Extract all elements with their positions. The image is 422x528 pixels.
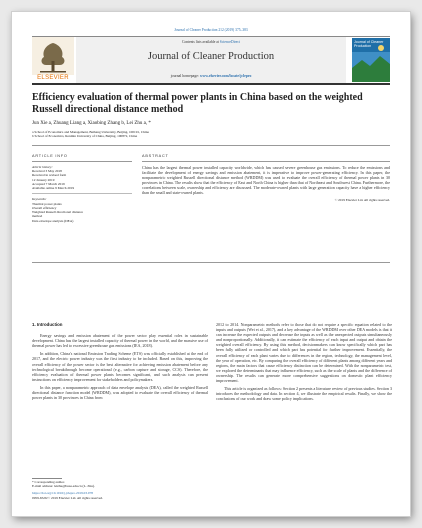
abstract-text: China has the largest thermal power installed capacity worldwide, which has caused severe greenhouse gas emissions. To reduce the emissions and facilitate the development of energy savings and emission abatement, it is imperative to improve power-generating efficiency. In this paper, the nonparametric weighted Russell directional distance method (WRDDM) was used to evaluate the overall efficiency of thermal power plants in 30 provinces in China. The results show that the efficiency of East and North China is higher than that of Northeast and Southwest China. Furthermore, the correlations between scale, ownership and efficiency are discussed. The moderate-owned plants with large generation capacity have a higher efficiency than the small and state-owned plants. <box>142 165 390 196</box>
affiliations <box>32 130 350 138</box>
body-column-right <box>216 322 392 404</box>
section-heading: 1. Introduction <box>32 322 63 327</box>
keywords-label: Keywords: <box>32 197 47 202</box>
article-info <box>32 154 132 223</box>
article-info-rule <box>32 161 132 162</box>
history-item: Available online 9 March 2019 <box>32 186 75 191</box>
article-history <box>32 165 132 190</box>
paper-page <box>12 12 410 516</box>
journal-title: Journal of Cleaner Production <box>147 51 275 62</box>
affiliation-a: a School of Economics and Management, Beihang University, Beijing, 100191, China <box>32 130 149 134</box>
body-column-left <box>32 322 208 403</box>
homepage-link[interactable]: www.elsevier.com/locate/jclepro <box>199 74 252 78</box>
cover-title: Journal of Cleaner Production <box>354 40 384 48</box>
contents-prefix: Contents lists available at <box>182 40 219 44</box>
body-paragraph: This article is organized as follows: Section 2 presents a literature review of previous studies. Section 3 introduces the methodology and data. In section 4, we illustrate the empirical results. Finally, we show the conclusions of our work and draw some policy implications. <box>216 386 392 402</box>
body-paragraph: In this paper, a nonparametric approach of data envelope analysis (DEA), called the weighted Russell directional distance function model (WRDDM), was adopted to evaluate the overall efficiency of thermal power plants in 30 provinces in China from <box>32 384 208 401</box>
divider-bottom <box>32 262 390 263</box>
footnote-rule <box>32 478 62 479</box>
history-item: Received in revised form <box>32 173 67 178</box>
homepage-prefix: journal homepage: <box>170 74 199 78</box>
body-paragraph: Energy savings and emission abatement of the power sector play essential roles in sustainable development. China has the largest installed capacity of thermal power in the world, and the massive use of thermal power has led to excessive greenhouse gas emissions (IEA, 2018). <box>32 333 208 349</box>
body-paragraph: In addition, China's national Emission Trading Scheme (ETS) was officially established at the end of 2017, and the electric power industry was the first industry to be included. Based on this, improving the overall efficiency of the power sector is the best alternative for achieving emission abatement before any technological breakthrough become operational (e.g., carbon capture and storage, CCS). Therefore, the efficiency evaluation of thermal power plants becomes significant, and such analysis can present instructions on efficiency improvement for stakeholders and policymakers. <box>32 351 208 382</box>
sciencedirect-link[interactable]: ScienceDirect <box>219 40 240 44</box>
keywords-rule <box>32 193 132 194</box>
author-list: Jun Xie a, Zhuang Liang a, Xiaobing Zhang b, Lei Zhu a, * <box>32 121 151 126</box>
history-item: 12 January 2019 <box>32 177 55 182</box>
corresponding-author: * Corresponding author. <box>32 480 65 484</box>
issn-line: 0959-6526/© 2019 Elsevier Ltd. All rights reserved. <box>32 495 103 500</box>
divider-top <box>32 145 390 146</box>
publisher-name: ELSEVIER <box>37 75 69 81</box>
abstract-heading: ABSTRACT <box>142 154 169 158</box>
contents-line <box>76 40 346 44</box>
paper-title: Efficiency evaluation of thermal power plants in China based on the weighted Russell directional distance method <box>32 92 363 115</box>
history-item: Received 3 May 2018 <box>32 169 62 174</box>
abstract-rule <box>142 161 390 162</box>
abstract <box>142 154 390 202</box>
journal-header <box>32 36 390 85</box>
copyright: © 2019 Elsevier Ltd. All rights reserved. <box>334 197 390 202</box>
affiliation-b: b School of Economics, Renmin University of China, Beijing, 100872, China <box>32 134 138 139</box>
keyword: Data envelope analysis (DEA) <box>32 218 74 223</box>
header-band-center <box>76 37 346 83</box>
keyword: method <box>32 214 43 219</box>
article-info-heading: ARTICLE INFO <box>32 154 68 158</box>
keyword: Overall efficiency <box>32 205 57 210</box>
history-item: Accepted 7 March 2019 <box>32 181 65 186</box>
doi-link[interactable]: https://doi.org/10.1016/j.jclepro.2019.03.078 <box>32 491 93 496</box>
history-label: Article history: <box>32 165 53 169</box>
footnote <box>32 480 208 500</box>
journal-cover-icon <box>352 38 390 82</box>
body-paragraph: 2012 to 2014. Nonparametric methods refer to those that do not require a specific equation related to the inputs and outputs (Wei et al., 2017), and a key advantage of the WRDDM over other DEA models is that it can increase the expected outputs and decrease the inputs as well as the unexpected outputs simultaneously and nonproportionally. Additionally, it can estimate the efficiency of each input and output and obtain the weighted overall efficiency. By using this method, decisionmakers can know specifically which part has been fully utilized or controlled and which part has potential for further improvement. Essentially, the overall efficiency of each plant varies due to differences in the region, technology, the management level, the year of operation, etc. By comparing the overall efficiency of different plants among different years and regions, the main factors that cause efficiency distinction can be determined. With the nonparametric test, we explored the determinants that may influence efficiency, such as the scale of plants and the difference of ownership. The results can generate more comprehensive suggestions on domestic plant efficiency improvement. <box>216 322 392 384</box>
keyword: Thermal power plants <box>32 201 62 206</box>
keywords <box>32 197 132 223</box>
keyword: Weighted Russell directional distance <box>32 210 84 215</box>
author-email[interactable]: E-mail address: leizhu@buaa.edu.cn (L. Zhu). <box>32 484 95 489</box>
journal-reference[interactable]: Journal of Cleaner Production 212 (2019) 375–383 <box>174 28 248 32</box>
journal-homepage <box>76 74 346 78</box>
